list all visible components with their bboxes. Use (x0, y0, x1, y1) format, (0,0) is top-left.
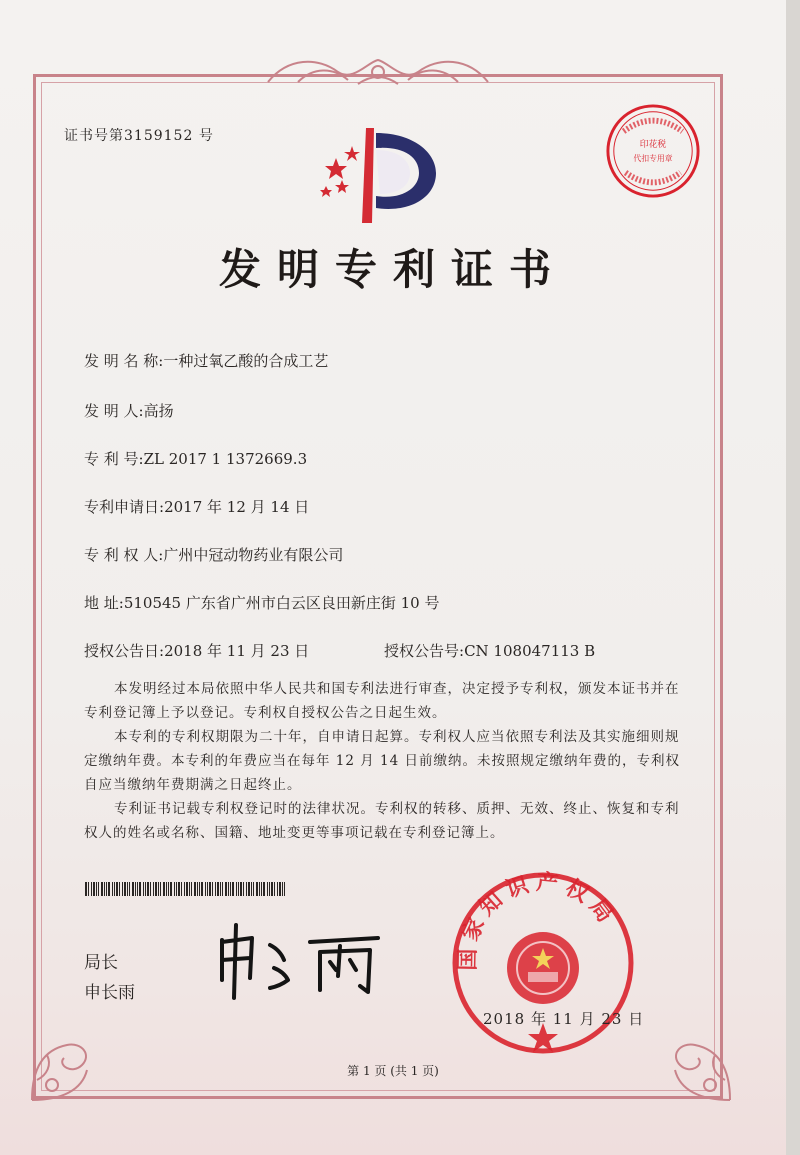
corner-ornament-left (22, 1010, 112, 1110)
certificate-number-label: 证书号第 (64, 128, 124, 144)
field-value: CN 108047113 B (464, 642, 596, 660)
field-label: 授权公告日: (84, 642, 165, 660)
field-inventor (84, 400, 174, 421)
field-filing-date (84, 496, 309, 517)
field-value: 一种过氧乙酸的合成工艺 (163, 352, 329, 370)
field-label: 专 利 权 人: (84, 546, 164, 564)
paragraph-legal-status: 专利证书记载专利权登记时的法律状况。专利权的转移、质押、无效、终止、恢复和专利权人的姓名或名称、国籍、地址变更等事项记载在专利登记簿上。 (84, 801, 680, 841)
director-name: 申长雨 (84, 983, 135, 1003)
cnipa-official-seal (448, 868, 638, 1058)
corner-ornament-right (650, 1010, 740, 1110)
director-title: 局长 (84, 953, 118, 973)
certificate-number (64, 125, 214, 145)
field-label: 发 明 名 称: (84, 352, 164, 370)
field-value: 2018 年 11 月 23 日 (164, 642, 310, 660)
svg-text:代扣专用章: 代扣专用章 (633, 153, 673, 163)
field-patent-number (84, 448, 307, 469)
field-label: 地 址: (84, 594, 124, 612)
director-signature (200, 920, 400, 1000)
field-value: 510545 广东省广州市白云区良田新庄街 10 号 (123, 594, 440, 612)
field-announcement-date (84, 640, 309, 661)
field-label: 发 明 人: (84, 402, 144, 420)
field-invention-name (84, 350, 328, 371)
page-number: 第 1 页 (共 1 页) (347, 1064, 439, 1078)
field-value: ZL 2017 1 1372669.3 (143, 450, 308, 468)
field-value: 高扬 (143, 402, 174, 420)
svg-text:印花税: 印花税 (639, 140, 667, 151)
paragraph-term: 本专利的专利权期限为二十年，自申请日起算。专利权人应当依照专利法及其实施细则规定缴纳年费。本专利的年费应当在每年 12 月 14 日前缴纳。未按照规定缴纳年费的，专利权自应当缴纳年费期满之日起终止。 (84, 729, 681, 793)
field-value: 广州中冠动物药业有限公司 (163, 546, 344, 564)
field-label: 专 利 号: (84, 450, 144, 468)
cnipa-logo (314, 128, 444, 228)
issue-date: 2018 年 11 月 23 日 (483, 1010, 645, 1028)
field-patentee (84, 544, 343, 565)
field-value: 2017 年 12 月 14 日 (164, 498, 310, 516)
field-label: 授权公告号: (384, 642, 465, 660)
field-address (84, 592, 439, 613)
certificate-number-value: 3159152 (124, 128, 194, 144)
field-announcement-number (384, 640, 595, 661)
paragraph-grant: 本发明经过本局依照中华人民共和国专利法进行审查，决定授予专利权，颁发本证书并在专利登记簿上予以登记。专利权自授权公告之日起生效。 (84, 681, 680, 721)
field-label: 专利申请日: (84, 498, 165, 516)
svg-text:国家知识产权局: 国家知识产权局 (455, 870, 621, 971)
certificate-number-suffix: 号 (198, 128, 214, 144)
tax-stamp-seal (604, 102, 702, 200)
page-title: 发明专利证书 (218, 245, 567, 294)
top-ornament (258, 52, 498, 92)
barcode (85, 882, 287, 896)
